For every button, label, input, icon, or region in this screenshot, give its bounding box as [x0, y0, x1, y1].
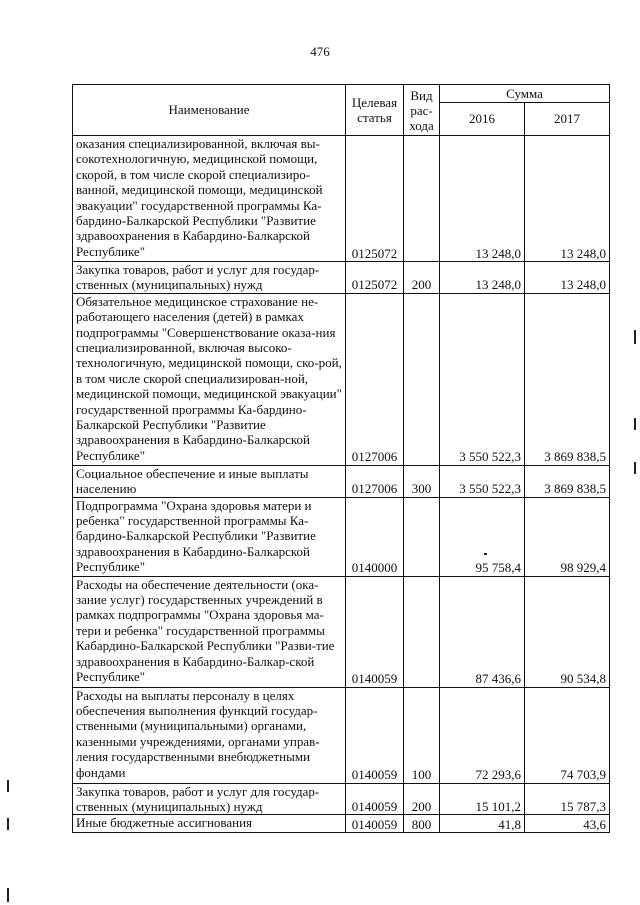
table-row: [73, 465, 610, 497]
row-target-code: 0127006: [346, 293, 404, 465]
row-sum-2017: 15 787,3: [525, 783, 610, 815]
scan-mark: [7, 888, 9, 902]
row-target-code: 0140059: [346, 815, 404, 833]
row-name: Социальное обеспечение и иные выплаты населению: [73, 465, 346, 497]
row-expense-type: 200: [404, 262, 440, 294]
scan-mark: [634, 462, 636, 474]
scan-mark: [7, 780, 9, 792]
table-row: [73, 783, 610, 815]
row-name: Расходы на обеспечение деятельности (ока-зание услуг) государственных учреждений в рамках подпрограммы "Охрана здоровья ма-тери и ребенка" государственной программы Кабардино-Балкарской Республики "Разви-тие здравоохранения в Кабардино-Балкар-ской Республике": [73, 576, 346, 687]
row-sum-2016: 41,8: [440, 815, 525, 833]
scan-speck: [484, 553, 487, 555]
header-year-2016: 2016: [440, 103, 525, 136]
scan-mark: [7, 818, 9, 830]
row-target-code: 0127006: [346, 465, 404, 497]
row-sum-2016: 3 550 522,3: [440, 293, 525, 465]
row-sum-2017: 13 248,0: [525, 136, 610, 262]
row-target-code: 0140059: [346, 783, 404, 815]
row-expense-type: 300: [404, 465, 440, 497]
row-expense-type: [404, 576, 440, 687]
row-target-code: 0125072: [346, 136, 404, 262]
header-target: Целевая статья: [346, 85, 404, 136]
table-row: [73, 815, 610, 833]
row-expense-type: [404, 136, 440, 262]
row-sum-2016: 87 436,6: [440, 576, 525, 687]
page-number: 476: [310, 44, 330, 59]
row-sum-2016: 15 101,2: [440, 783, 525, 815]
table-body: [73, 136, 610, 833]
row-sum-2017: 43,6: [525, 815, 610, 833]
row-sum-2016: 13 248,0: [440, 262, 525, 294]
row-target-code: 0125072: [346, 262, 404, 294]
row-sum-2017: 3 869 838,5: [525, 465, 610, 497]
table-row: [73, 293, 610, 465]
scan-mark: [634, 418, 636, 430]
row-expense-type: [404, 497, 440, 576]
row-name: Обязательное медицинское страхование не-работающего населения (детей) в рамках подпрограммы "Совершенствование оказа-ния специализированной, включая высоко-технологичную, медицинской помощи, ско-рой, в том числе скорой специализирован-ной, медицинской помощи, медицинской эвакуации" государственной программы Ка-бардино-Балкарской Республики "Развитие здравоохранения в Кабардино-Балкарской Республике": [73, 293, 346, 465]
table-row: [73, 136, 610, 262]
row-name: Расходы на выплаты персоналу в целях обеспечения выполнения функций государ-ственными (муниципальными) органами, казенными учреждениями, органами управ-ления государственными внебюджетными фондами: [73, 687, 346, 783]
table-row: [73, 576, 610, 687]
row-target-code: 0140059: [346, 687, 404, 783]
header-type: Вид рас-хода: [404, 85, 440, 136]
row-sum-2017: 74 703,9: [525, 687, 610, 783]
row-expense-type: 100: [404, 687, 440, 783]
header-year-2017: 2017: [525, 103, 610, 136]
row-name: Закупка товаров, работ и услуг для государ-ственных (муниципальных) нужд: [73, 783, 346, 815]
row-sum-2016: 72 293,6: [440, 687, 525, 783]
row-sum-2017: 3 869 838,5: [525, 293, 610, 465]
row-sum-2017: 90 534,8: [525, 576, 610, 687]
scan-mark: [634, 330, 636, 344]
row-expense-type: [404, 293, 440, 465]
row-expense-type: 800: [404, 815, 440, 833]
row-sum-2017: 98 929,4: [525, 497, 610, 576]
row-name: Закупка товаров, работ и услуг для государ-ственных (муниципальных) нужд: [73, 262, 346, 294]
table-row: [73, 262, 610, 294]
row-sum-2016: 3 550 522,3: [440, 465, 525, 497]
table-row: [73, 687, 610, 783]
row-name: оказания специализированной, включая вы-сокотехнологичную, медицинской помощи, скорой, в том числе скорой специализиро-ванной, медицинской помощи, медицинской эвакуации" государственной программы Ка-бардино-Балкарской Республики "Развитие здравоохранения в Кабардино-Балкарской Республике": [73, 136, 346, 262]
row-sum-2016: 13 248,0: [440, 136, 525, 262]
table-row: [73, 497, 610, 576]
header-name: Наименование: [73, 85, 346, 136]
row-target-code: 0140000: [346, 497, 404, 576]
row-expense-type: 200: [404, 783, 440, 815]
row-name: Подпрограмма "Охрана здоровья матери и ребенка" государственной программы Ка-бардино-Балкарской Республики "Развитие здравоохранения в Кабардино-Балкарской Республике": [73, 497, 346, 576]
budget-table: [72, 84, 610, 833]
row-sum-2017: 13 248,0: [525, 262, 610, 294]
row-sum-2016: 95 758,4: [440, 497, 525, 576]
header-sum: Сумма: [440, 85, 610, 103]
row-name: Иные бюджетные ассигнования: [73, 815, 346, 833]
row-target-code: 0140059: [346, 576, 404, 687]
